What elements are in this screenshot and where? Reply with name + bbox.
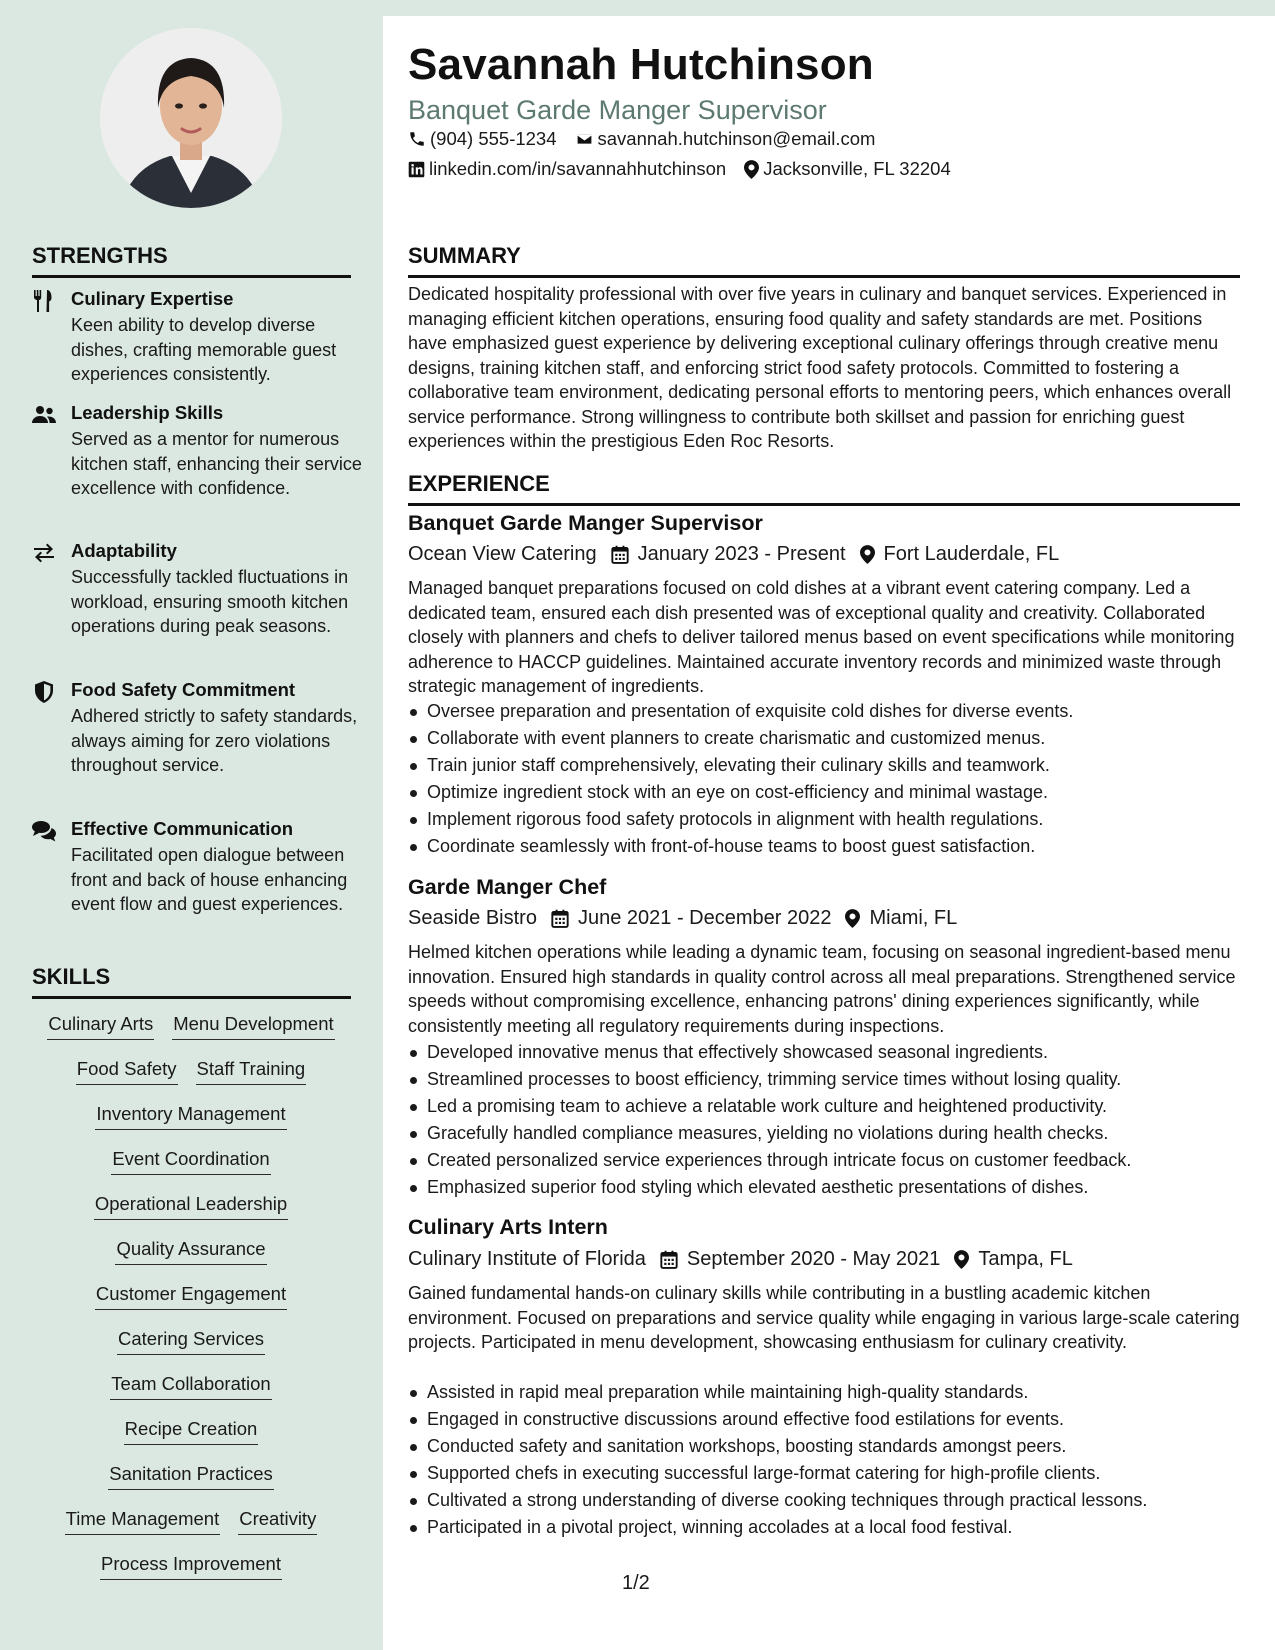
- comments-icon: [32, 820, 56, 842]
- bullet-item: Coordinate seamlessly with front-of-house teams to boost guest satisfaction.: [408, 833, 1243, 860]
- job-meta: [408, 907, 971, 930]
- job-bullets: [408, 1039, 1243, 1201]
- job-bullets: [408, 1379, 1243, 1541]
- skill-tag: Menu Development: [172, 1013, 334, 1040]
- job-dates-wrap: [660, 1248, 941, 1271]
- skills-row: [32, 1103, 350, 1130]
- summary-heading: SUMMARY: [408, 243, 1240, 278]
- skills-row: [32, 1193, 350, 1220]
- map-pin-icon: [845, 909, 860, 928]
- job-meta: [408, 1248, 1087, 1271]
- strength-title: Effective Communication: [71, 818, 294, 839]
- skills-row: [32, 1238, 350, 1265]
- bullet-item: Assisted in rapid meal preparation while maintaining high-quality standards.: [408, 1379, 1243, 1406]
- utensils-icon: [32, 290, 56, 312]
- bullet-item: Conducted safety and sanitation workshops, boosting standards amongst peers.: [408, 1433, 1243, 1460]
- strength-desc: Served as a mentor for numerous kitchen staff, enhancing their service excellence with confidence.: [71, 429, 362, 498]
- bullet-item: Created personalized service experiences through intricate focus on customer feedback.: [408, 1147, 1243, 1174]
- email-contact[interactable]: [575, 128, 876, 150]
- job-location: Miami, FL: [869, 907, 958, 929]
- map-pin-icon: [744, 160, 759, 179]
- bullet-item: Streamlined processes to boost efficiency, trimming service times without losing quality.: [408, 1066, 1243, 1093]
- skills-row: [32, 1373, 350, 1400]
- job-dates-wrap: [611, 543, 846, 566]
- contact-row-2: [408, 158, 969, 180]
- skills-row: [32, 1328, 350, 1355]
- linkedin-icon: [408, 161, 425, 178]
- skills-row: [32, 1553, 350, 1580]
- job-description: Helmed kitchen operations while leading a dynamic team, focusing on seasonal ingredient-based menu innovation. Ensured high standards in quality control across all meal preparations. Strengthened service speeds without compromising excellence, enhancing patrons' dining experiences significantly, while consistently meeting all regulatory requirements during inspections.: [408, 942, 1236, 1036]
- skills-row: [32, 1418, 350, 1445]
- skill-tag: Time Management: [65, 1508, 221, 1535]
- skill-tag: Food Safety: [76, 1058, 178, 1085]
- job-title: Banquet Garde Manger Supervisor: [408, 511, 763, 535]
- job-company: Seaside Bistro: [408, 907, 537, 929]
- skill-tag: Culinary Arts: [47, 1013, 154, 1040]
- skill-tag: Customer Engagement: [95, 1283, 287, 1310]
- candidate-name: Savannah Hutchinson: [408, 40, 874, 89]
- job-bullets: [408, 698, 1243, 860]
- bullet-item: Led a promising team to achieve a relatable work culture and heightened productivity.: [408, 1093, 1243, 1120]
- bullet-item: Participated in a pivotal project, winning accolades at a local food festival.: [408, 1514, 1243, 1541]
- linkedin-contact[interactable]: [408, 158, 726, 180]
- job-location-wrap: [860, 543, 1060, 566]
- calendar-icon: [660, 1250, 678, 1269]
- strengths-heading: STRENGTHS: [32, 243, 351, 278]
- bullet-item: Collaborate with event planners to create charismatic and customized menus.: [408, 725, 1243, 752]
- skill-tag: Catering Services: [117, 1328, 265, 1355]
- experience-heading: EXPERIENCE: [408, 471, 1240, 506]
- location-text: Jacksonville, FL 32204: [763, 158, 951, 179]
- skill-tag: Team Collaboration: [110, 1373, 271, 1400]
- bullet-item: Developed innovative menus that effectively showcased seasonal ingredients.: [408, 1039, 1243, 1066]
- bullet-item: Emphasized superior food styling which elevated aesthetic presentations of dishes.: [408, 1174, 1243, 1201]
- phone-icon: [408, 130, 426, 148]
- location-contact: [744, 158, 951, 180]
- skill-tag: Staff Training: [196, 1058, 307, 1085]
- exchange-arrows-icon: [32, 542, 56, 564]
- calendar-icon: [611, 545, 629, 564]
- job-dates: January 2023 - Present: [637, 543, 846, 565]
- skills-row: [32, 1463, 350, 1490]
- skills-row: [32, 1148, 350, 1175]
- skill-tag: Operational Leadership: [94, 1193, 288, 1220]
- skills-heading: SKILLS: [32, 964, 351, 999]
- strength-title: Food Safety Commitment: [71, 679, 296, 700]
- linkedin-text: linkedin.com/in/savannahhutchinson: [429, 158, 727, 179]
- bullet-item: Gracefully handled compliance measures, yielding no violations during health checks.: [408, 1120, 1243, 1147]
- job-dates: September 2020 - May 2021: [686, 1248, 941, 1270]
- job-dates: June 2021 - December 2022: [577, 907, 832, 929]
- skill-tag: Process Improvement: [100, 1553, 282, 1580]
- shield-icon: [32, 681, 56, 703]
- bullet-item: Optimize ingredient stock with an eye on cost-efficiency and minimal wastage.: [408, 779, 1243, 806]
- skills-row: [32, 1013, 350, 1040]
- job-location-wrap: [954, 1248, 1072, 1271]
- skill-tag: Creativity: [238, 1508, 317, 1535]
- users-icon: [32, 404, 56, 426]
- strength-desc: Facilitated open dialogue between front and back of house enhancing event flow and guest experiences.: [71, 845, 348, 914]
- summary-text: Dedicated hospitality professional with over five years in culinary and banquet services. Experienced in managing efficient kitchen operations, ensuring food quality and safety standards are met. Positions have emphasized guest experience by delivering exceptional culinary offerings through creative menu designs, training kitchen staff, and enforcing strict food safety protocols. Committed to fostering a collaborative team environment, dedicating personal efforts to mentoring peers, which enhances overall service performance. Strong willingness to contribute both skillset and passion for enriching guest experiences within the prestigious Eden Roc Resorts.: [408, 284, 1232, 451]
- skill-tag: Event Coordination: [111, 1148, 270, 1175]
- contact-row-1: [408, 128, 893, 150]
- job-description: Gained fundamental hands-on culinary skills while contributing in a bustling academic kitchen environment. Focused on preparations and service quality while engaging in various large-scale catering projects. Participated in menu development, showcasing enthusiasm for culinary creativity.: [408, 1283, 1240, 1352]
- strength-title: Leadership Skills: [71, 402, 224, 423]
- skills-row: [32, 1508, 350, 1535]
- calendar-icon: [551, 909, 569, 928]
- phone-text: (904) 555-1234: [430, 128, 557, 149]
- skill-tag: Quality Assurance: [115, 1238, 266, 1265]
- skills-row: [32, 1283, 350, 1310]
- bullet-item: Oversee preparation and presentation of exquisite cold dishes for diverse events.: [408, 698, 1243, 725]
- skill-tag: Sanitation Practices: [108, 1463, 274, 1490]
- job-location: Tampa, FL: [978, 1248, 1073, 1270]
- strength-desc: Successfully tackled fluctuations in workload, ensuring smooth kitchen operations during peak seasons.: [71, 567, 349, 636]
- envelope-icon: [575, 130, 594, 148]
- job-title: Culinary Arts Intern: [408, 1215, 608, 1239]
- skills-row: [32, 1058, 350, 1085]
- strength-desc: Adhered strictly to safety standards, always aiming for zero violations throughout service.: [71, 706, 358, 775]
- job-title: Garde Manger Chef: [408, 875, 607, 899]
- phone-contact[interactable]: [408, 128, 557, 150]
- job-dates-wrap: [551, 907, 832, 930]
- skill-tag: Inventory Management: [95, 1103, 286, 1130]
- candidate-role: Banquet Garde Manger Supervisor: [408, 95, 827, 125]
- job-meta: [408, 543, 1073, 566]
- skill-tag: Recipe Creation: [124, 1418, 259, 1445]
- bullet-item: Implement rigorous food safety protocols in alignment with health regulations.: [408, 806, 1243, 833]
- strength-desc: Keen ability to develop diverse dishes, crafting memorable guest experiences consistently.: [71, 315, 337, 384]
- email-text: savannah.hutchinson@email.com: [597, 128, 876, 149]
- bullet-item: Train junior staff comprehensively, elevating their culinary skills and teamwork.: [408, 752, 1243, 779]
- job-location-wrap: [845, 907, 957, 930]
- job-description: Managed banquet preparations focused on cold dishes at a vibrant event catering company. Led a dedicated team, ensured each dish presented was of exceptional quality and creativity. Collaborated closely with planners and chefs to deliver tailored menus based on event specifications while monitoring adherence to HACCP guidelines. Maintained accurate inventory records and minimized waste through strategic management of ingredients.: [408, 578, 1235, 696]
- job-location: Fort Lauderdale, FL: [883, 543, 1060, 565]
- page-number: 1/2: [622, 1572, 650, 1594]
- bullet-item: Cultivated a strong understanding of diverse cooking techniques through practical lessons.: [408, 1487, 1243, 1514]
- map-pin-icon: [954, 1250, 969, 1269]
- profile-photo: [100, 28, 282, 208]
- job-company: Culinary Institute of Florida: [408, 1248, 646, 1270]
- bullet-item: Supported chefs in executing successful large-format catering for high-profile clients.: [408, 1460, 1243, 1487]
- map-pin-icon: [860, 545, 875, 564]
- job-company: Ocean View Catering: [408, 543, 597, 565]
- bullet-item: Engaged in constructive discussions around effective food estilations for events.: [408, 1406, 1243, 1433]
- strength-title: Culinary Expertise: [71, 288, 234, 309]
- strength-title: Adaptability: [71, 540, 177, 561]
